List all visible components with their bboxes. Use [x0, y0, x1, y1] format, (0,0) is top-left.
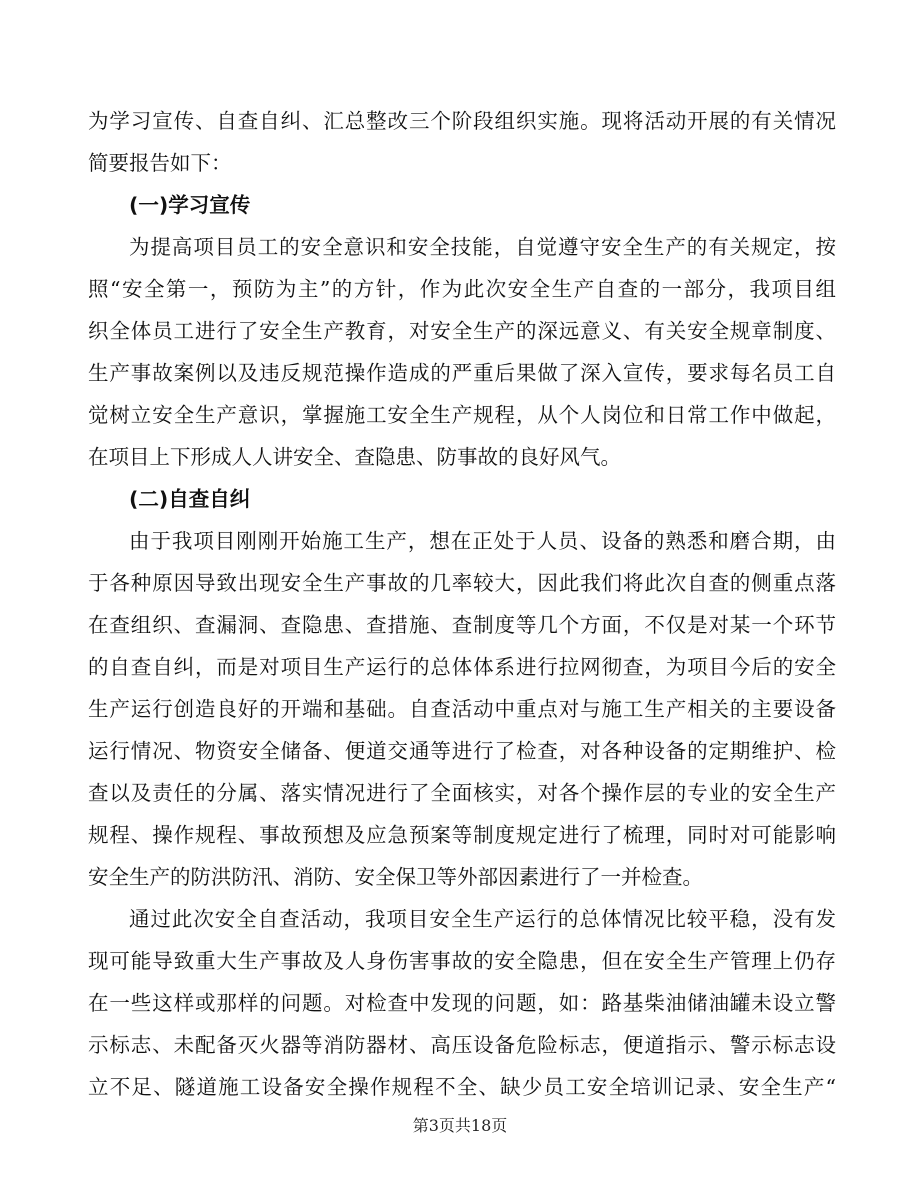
text-line: 照“安全第一，预防为主”的方针，作为此次安全生产自查的一部分，我项目组: [88, 277, 836, 301]
text-line: 为学习宣传、自查自纠、汇总整改三个阶段组织实施。现将活动开展的有关情况: [88, 109, 836, 133]
text-line: 觉树立安全生产意识，掌握施工安全生产规程，从个人岗位和日常工作中做起，: [88, 403, 836, 427]
text-line: 在查组织、查漏洞、查隐患、查措施、查制度等几个方面，不仅是对某一个环节: [88, 613, 836, 637]
text-line: 简要报告如下：: [88, 151, 232, 175]
text-line: 通过此次安全自查活动，我项目安全生产运行的总体情况比较平稳，没有发: [129, 907, 836, 931]
text-line: 运行情况、物资安全储备、便道交通等进行了检查，对各种设备的定期维护、检: [88, 739, 836, 763]
section-heading-self-check: (二)自查自纠: [129, 487, 251, 511]
text-line: 规程、操作规程、事故预想及应急预案等制度规定进行了梳理，同时对可能影响: [88, 823, 836, 847]
text-line: 生产事故案例以及违反规范操作造成的严重后果做了深入宣传，要求每名员工自: [88, 361, 836, 385]
page-number-footer: 第3页共18页: [412, 1116, 508, 1135]
document-body: [88, 100, 836, 1108]
text-line: 织全体员工进行了安全生产教育，对安全生产的深远意义、有关安全规章制度、: [88, 319, 836, 343]
text-line: 的自查自纠，而是对项目生产运行的总体体系进行拉网彻查，为项目今后的安全: [88, 655, 836, 679]
text-line: 在一些这样或那样的问题。对检查中发现的问题，如：路基柴油储油罐未设立警: [88, 991, 836, 1015]
text-line: 立不足、隧道施工设备安全操作规程不全、缺少员工安全培训记录、安全生产“: [88, 1075, 836, 1099]
text-line: 由于我项目刚刚开始施工生产，想在正处于人员、设备的熟悉和磨合期，由: [129, 529, 836, 553]
text-line: 生产运行创造良好的开端和基础。自查活动中重点对与施工生产相关的主要设备: [88, 697, 836, 721]
text-line: 查以及责任的分属、落实情况进行了全面核实，对各个操作层的专业的安全生产: [88, 781, 836, 805]
text-line: 安全生产的防洪防汛、消防、安全保卫等外部因素进行了一并检查。: [88, 865, 703, 889]
text-line: 于各种原因导致出现安全生产事故的几率较大，因此我们将此次自查的侧重点落: [88, 571, 836, 595]
text-line: 现可能导致重大生产事故及人身伤害事故的安全隐患，但在安全生产管理上仍存: [88, 949, 836, 973]
text-line: 为提高项目员工的安全意识和安全技能，自觉遵守安全生产的有关规定，按: [129, 235, 836, 259]
text-line: 在项目上下形成人人讲安全、查隐患、防事故的良好风气。: [88, 445, 621, 469]
text-line: 示标志、未配备灭火器等消防器材、高压设备危险标志，便道指示、警示标志设: [88, 1033, 836, 1057]
section-heading-study: (一)学习宣传: [129, 193, 251, 217]
